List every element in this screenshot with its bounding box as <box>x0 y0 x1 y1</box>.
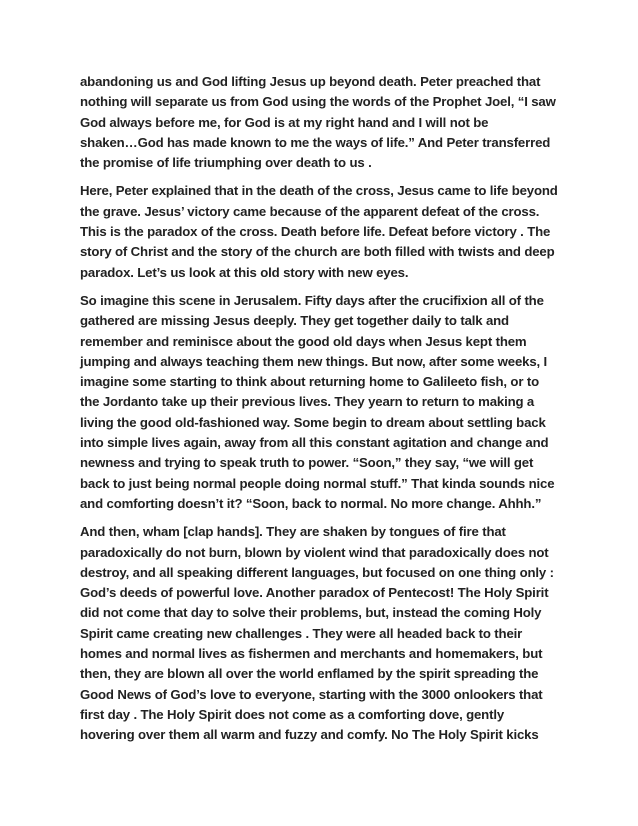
text-line: the grave. Jesus’ victory came because of the apparent defeat of the cross. <box>80 203 540 219</box>
text-line: destroy, and all speaking different languages, but focused on one thing only : <box>80 564 554 580</box>
text-line: jumping and always teaching them new things. But now, after some weeks, I <box>80 353 548 369</box>
text-line: And then, wham [clap hands]. They are shaken by tongues of fire that <box>80 524 506 540</box>
text-line: first day . The Holy Spirit does not come as a comforting dove, gently <box>80 706 505 722</box>
text-line: This is the paradox of the cross. Death before life. Defeat before victory . The <box>80 224 551 240</box>
text-line: shaken…God has made known to me the ways of life.” And Peter transferred <box>80 134 551 150</box>
text-line: hovering over them all warm and fuzzy and comfy. No The Holy Spirit kicks <box>80 727 539 743</box>
text-line: imagine some starting to think about returning home to Galileeto fish, or to <box>80 374 539 390</box>
text-line: the Jordanto take up their previous lives. They yearn to return to making a <box>80 394 535 410</box>
text-line: Good News of God’s love to everyone, starting with the 3000 onlookers that <box>80 686 543 702</box>
text-line: the promise of life triumphing over death to us . <box>80 155 372 171</box>
text-line: living the good old-fashioned way. Some begin to dream about settling back <box>80 414 546 430</box>
text-line: God always before me, for God is at my right hand and I will not be <box>80 114 489 130</box>
text-line: and comforting doesn’t it? “Soon, back to normal. No more change. Ahhh.” <box>80 495 542 511</box>
text-line: So imagine this scene in Jerusalem. Fifty days after the crucifixion all of the <box>80 292 544 308</box>
text-line: nothing will separate us from God using the words of the Prophet Joel, “I saw <box>80 94 556 110</box>
paragraph-2 <box>80 181 568 282</box>
text-line: Here, Peter explained that in the death of the cross, Jesus came to life beyond <box>80 183 558 199</box>
text-line: remember and reminisce about the good old days when Jesus kept them <box>80 333 527 349</box>
paragraph-4 <box>80 522 568 745</box>
text-line: homes and normal lives as fishermen and merchants and homemakers, but <box>80 646 543 662</box>
text-line: did not come that day to solve their problems, but, instead the coming Holy <box>80 605 542 621</box>
text-line: paradoxically do not burn, blown by violent wind that paradoxically does not <box>80 544 549 560</box>
text-line: story of Christ and the story of the church are both filled with twists and deep <box>80 244 555 260</box>
text-line: paradox. Let’s us look at this old story with new eyes. <box>80 264 409 280</box>
paragraph-1 <box>80 72 568 173</box>
text-line: into simple lives again, away from all this constant agitation and change and <box>80 435 549 451</box>
text-line: back to just being normal people doing normal stuff.” That kinda sounds nice <box>80 475 555 491</box>
text-line: newness and trying to speak truth to power. “Soon,” they say, “we will get <box>80 455 534 471</box>
text-line: gathered are missing Jesus deeply. They get together daily to talk and <box>80 313 509 329</box>
text-line: abandoning us and God lifting Jesus up beyond death. Peter preached that <box>80 74 541 89</box>
text-line: God’s deeds of powerful love. Another paradox of Pentecost! The Holy Spirit <box>80 585 549 601</box>
text-line: then, they are blown all over the world enflamed by the spirit spreading the <box>80 666 539 682</box>
text-line: Spirit came creating new challenges . They were all headed back to their <box>80 625 523 641</box>
paragraph-3 <box>80 291 568 514</box>
